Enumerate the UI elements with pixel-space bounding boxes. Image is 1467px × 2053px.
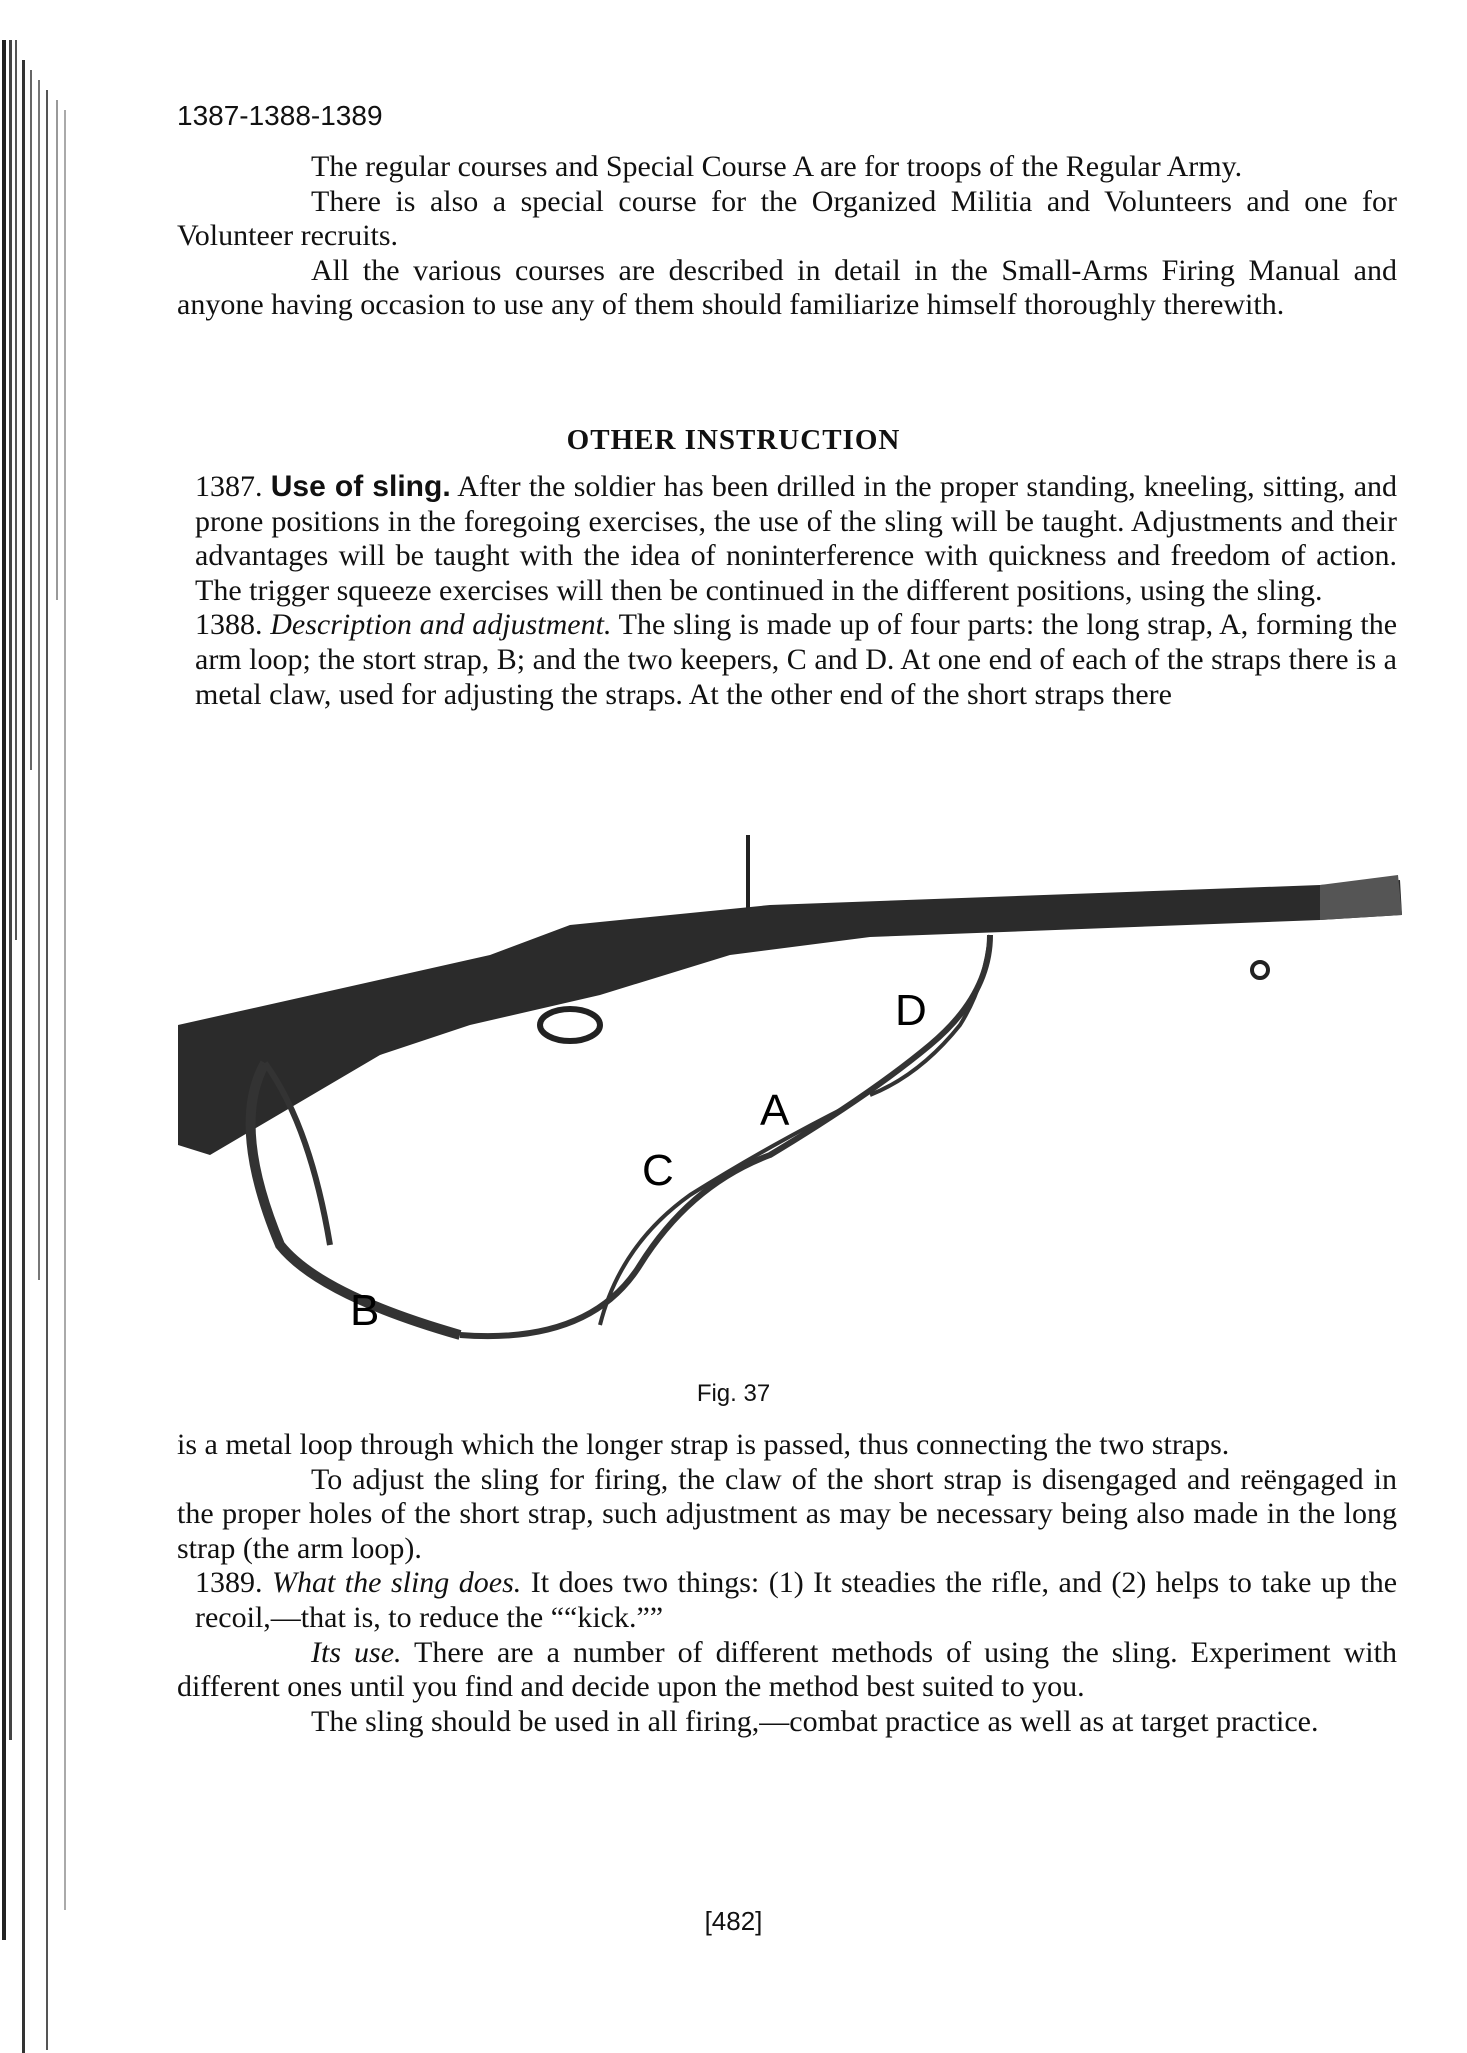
- paragraph-text: It does two things: (1) It steadies the rifle, and (2) helps to take up the recoil,—that is, to reduce the ““kick.””: [195, 1566, 1398, 1634]
- rifle-sling-figure: [170, 825, 1410, 1355]
- paragraph-1387: [177, 470, 1397, 608]
- paragraph-title: Its use.: [311, 1635, 402, 1669]
- running-head: 1387-1388-1389: [177, 100, 383, 131]
- scan-edge-artifact: [0, 0, 80, 2053]
- paragraph-1389: [177, 1566, 1397, 1635]
- page-number: [482]: [704, 1906, 763, 1936]
- paragraph-text: The sling is made up of four parts: the long strap, A, forming the arm loop; the stort strap, B; and the two keepers, C and D. At one end of each of the straps there is a metal claw, used for adjusting the straps. At the other end of the short straps there: [195, 608, 1398, 711]
- paragraph-title: What the sling does.: [272, 1566, 522, 1600]
- intro-text: [177, 150, 1397, 323]
- paragraph-title: Description and adjustment.: [270, 608, 612, 642]
- section-heading: OTHER INSTRUCTION: [566, 424, 901, 456]
- paragraph-adjust: To adjust the sling for firing, the claw of the short strap is disengaged and reëngaged in the proper holes of the short strap, such adjustment as may be necessary being also made in the long strap (the arm loop).: [177, 1462, 1397, 1565]
- label-c: C: [642, 1146, 674, 1195]
- paragraph-text: After the soldier has been drilled in the proper standing, kneeling, sitting, and prone positions in the foregoing exercises, the use of the sling will be taught. Adjustments and their advantages will be taught with the idea of noninterference with quickness and freedom of action. The trigger squeeze exercises will then be continued in the different positions, using the sling.: [195, 470, 1398, 607]
- paragraph-final: The sling should be used in all firing,—combat practice as well as at target practice.: [311, 1704, 1319, 1738]
- body-text-top: [177, 470, 1397, 712]
- intro-paragraph: The regular courses and Special Course A are for troops of the Regular Army.: [311, 150, 1243, 183]
- rifle-stock: [178, 880, 1402, 1155]
- intro-paragraph: All the various courses are described in detail in the Small-Arms Firing Manual and anyone having occasion to use any of them should familiarize himself thoroughly therewith.: [177, 253, 1397, 322]
- label-b: B: [350, 1286, 380, 1335]
- paragraph-number: 1387.: [195, 470, 263, 503]
- intro-paragraph: There is also a special course for the Organized Militia and Volunteers and one for Volunteer recruits.: [177, 184, 1397, 253]
- paragraph-number: 1389.: [195, 1566, 263, 1600]
- paragraph-1388: [177, 608, 1397, 712]
- paragraph-number: 1388.: [195, 608, 263, 642]
- paragraph-text: There are a number of different methods of using the sling. Experiment with different ones until you find and decide upon the method best suited to you.: [177, 1635, 1397, 1704]
- label-d: D: [895, 986, 927, 1035]
- paragraph-its-use: [177, 1636, 1397, 1705]
- paragraph-title: Use of sling.: [270, 470, 451, 503]
- figure-caption: Fig. 37: [696, 1380, 771, 1407]
- paragraph-1388-continued: is a metal loop through which the longer strap is passed, thus connecting the two straps.: [177, 1428, 1230, 1461]
- body-text-bottom: [177, 1428, 1397, 1739]
- label-a: A: [760, 1086, 790, 1135]
